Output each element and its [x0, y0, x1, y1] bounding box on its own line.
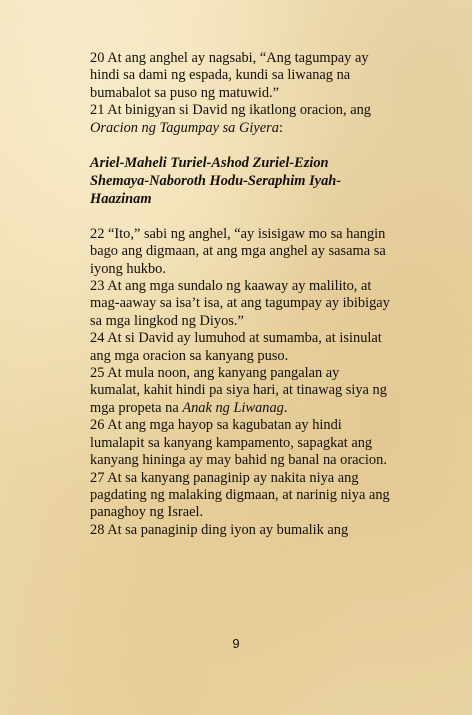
oracion-title: Oracion ng Tagumpay sa Giyera: [90, 119, 279, 136]
verse-22: 22 “Ito,” sabi ng anghel, “ay isisigaw mo sa hangin bago ang digmaan, at ang mga anghel ay sasama sa iyong hukbo.: [90, 225, 386, 277]
verse-21-colon: :: [278, 119, 283, 136]
verse-25-period: .: [283, 399, 288, 416]
verse-28: 28 At sa panaginip ding iyon ay bumalik ang: [90, 521, 349, 538]
verse-21-text: 21 At binigyan si David ng ikatlong oracion, ang: [90, 102, 371, 119]
verse-27: 27 At sa kanyang panaginip ay nakita niya ang pagdating ng malaking digmaan, at narinig niya ang panaghoy ng Israel.: [90, 469, 390, 521]
anak-ng-liwanag: Anak ng Liwanag: [182, 399, 284, 416]
spacer: [90, 208, 390, 225]
verse-23: 23 At ang mga sundalo ng kaaway ay malilito, at mag-aaway sa isa’t isa, at ang tagumpay ay ibibigay sa mga lingkod ng Diyos.”: [90, 278, 390, 329]
invocation-text: Ariel-Maheli Turiel-Ashod Zuriel-Ezion Shemaya-Naboroth Hodu-Seraphim Iyah-Haazinam: [90, 155, 342, 208]
verse-24: 24 At si David ay lumuhod at sumamba, at isinulat ang mga oracion sa kanyang puso.: [90, 330, 382, 364]
verse-25: [90, 365, 390, 417]
verse-20: 20 At ang anghel ay nagsabi, “Ang tagumpay ay hindi sa dami ng espada, kundi sa liwanag na bumabalot sa puso ng matuwid.”: [90, 50, 369, 101]
spacer: [90, 137, 390, 154]
page-number: 9: [232, 636, 240, 651]
verse-26: 26 At ang mga hayop sa kagubatan ay hindi lumalapit sa kanyang kampamento, sapagkat ang kanyang hininga ay may bahid ng banal na oracion.: [90, 417, 387, 469]
verse-25-text: 25 At mula noon, ang kanyang pangalan ay kumalat, kahit hindi pa siya hari, at tinawag siya ng mga propeta na: [90, 365, 387, 416]
verse-21: [90, 102, 390, 137]
page-body: [90, 50, 390, 539]
